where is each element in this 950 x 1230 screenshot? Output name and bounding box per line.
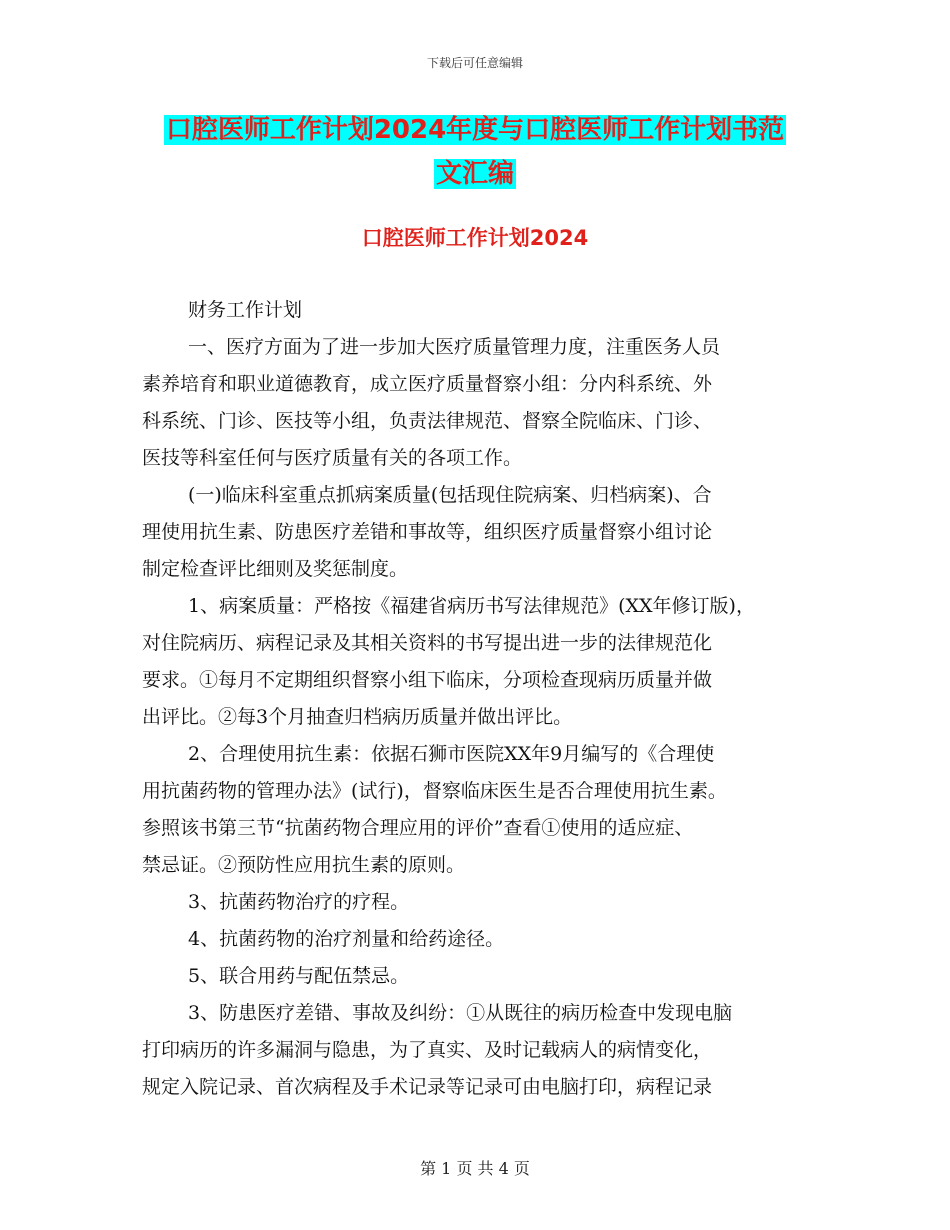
- paragraph-line: 医技等科室任何与医疗质量有关的各项工作。: [142, 447, 523, 469]
- page-footer: 第 1 页 共 4 页: [420, 1159, 530, 1178]
- paragraph-line: 3、防患医疗差错、事故及纠纷：①从既往的病历检查中发现电脑: [188, 1002, 733, 1024]
- paragraph-line: 3、抗菌药物治疗的疗程。: [188, 891, 410, 913]
- document-title-line-1: 口腔医师工作计划2024年度与口腔医师工作计划书范: [165, 115, 785, 145]
- paragraph-line: 理使用抗生素、防患医疗差错和事故等，组织医疗质量督察小组讨论: [142, 521, 713, 543]
- paragraph-line: 5、联合用药与配伍禁忌。: [188, 965, 410, 987]
- paragraph-line: 要求。①每月不定期组织督察小组下临床，分项检查现病历质量并做: [142, 669, 713, 691]
- paragraph-line: 一、医疗方面为了进一步加大医疗质量管理力度，注重医务人员: [188, 336, 721, 358]
- paragraph-line: 规定入院记录、首次病程及手术记录等记录可由电脑打印，病程记录: [142, 1076, 713, 1098]
- body-text: [142, 292, 822, 1106]
- paragraph-line: 4、抗菌药物的治疗剂量和给药途径。: [188, 928, 505, 950]
- paragraph-line: 参照该书第三节“抗菌药物合理应用的评价”查看①使用的适应症、: [142, 817, 694, 839]
- paragraph-line: 科系统、门诊、医技等小组，负责法律规范、督察全院临床、门诊、: [142, 410, 713, 432]
- paragraph-line: 素养培育和职业道德教育，成立医疗质量督察小组：分内科系统、外: [142, 373, 713, 395]
- paragraph-line: 2、合理使用抗生素：依据石狮市医院XX年9月编写的《合理使: [188, 743, 715, 765]
- header-note: 下载后可任意编辑: [426, 56, 523, 70]
- paragraph-line: 打印病历的许多漏洞与隐患，为了真实、及时记载病人的病情变化，: [142, 1039, 713, 1061]
- section-title: 口腔医师工作计划2024: [361, 226, 589, 250]
- paragraph-line: 出评比。②每3个月抽查归档病历质量并做出评比。: [142, 706, 573, 728]
- paragraph-line: 禁忌证。②预防性应用抗生素的原则。: [142, 854, 466, 876]
- paragraph-line: 财务工作计划: [188, 299, 303, 321]
- paragraph-line: 对住院病历、病程记录及其相关资料的书写提出进一步的法律规范化: [142, 632, 713, 654]
- paragraph-line: 1、病案质量：严格按《福建省病历书写法律规范》(XX年修订版)，: [188, 595, 755, 617]
- paragraph-line: 用抗菌药物的管理办法》(试行)，督察临床医生是否合理使用抗生素。: [142, 780, 727, 802]
- paragraph-line: (一)临床科室重点抓病案质量(包括现住院病案、归档病案)、合: [188, 484, 712, 506]
- paragraph-line: 制定检查评比细则及奖惩制度。: [142, 558, 409, 580]
- document-title-line-2: 文汇编: [435, 159, 514, 189]
